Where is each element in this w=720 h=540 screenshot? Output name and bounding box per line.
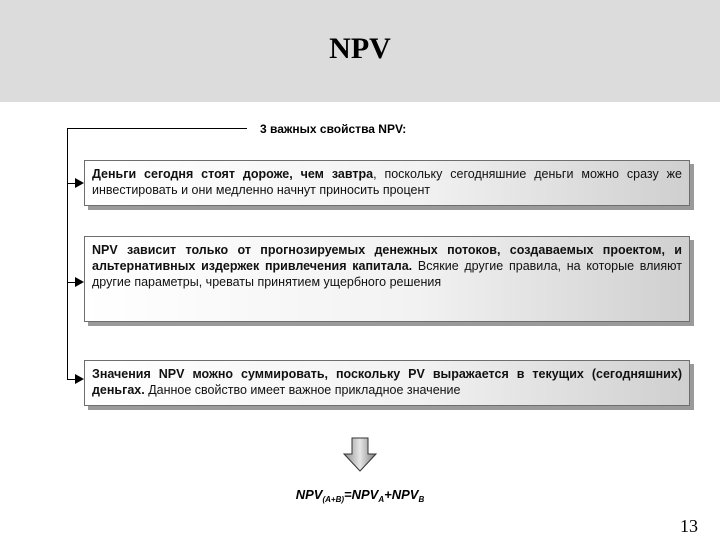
property-2-text: Всякие другие правила, на которые влияют другие параметры, чреваты принятием ущербного решения: [92, 259, 682, 289]
formula-lhs-subscript: (A+B): [322, 495, 345, 504]
formula-term-a: NPV: [351, 487, 379, 502]
property-1-bold-text: Деньги сегодня стоят дороже, чем завтра: [92, 167, 374, 181]
page-number: 13: [680, 516, 698, 536]
property-1-text: , поскольку сегодняшние деньги можно сразу же инвестировать и они медленно начнут приносить процент: [92, 167, 682, 197]
connector-vertical-line: [67, 128, 68, 380]
property-box-1: [84, 160, 690, 206]
formula-equals: =: [344, 487, 352, 502]
properties-heading: 3 важных свойства NPV:: [260, 122, 407, 136]
npv-formula: [0, 487, 720, 504]
connector-branch-3: [67, 379, 75, 380]
connector-branch-2: [67, 282, 75, 283]
property-box-2: [84, 236, 690, 322]
connector-top-line: [67, 128, 247, 129]
formula-lhs: NPV: [295, 487, 323, 502]
property-3-bold-text: Значения NPV можно суммировать, поскольку PV выражается в текущих (сегодняшних) деньгах.: [92, 367, 682, 397]
connector-arrow-2: [75, 277, 84, 287]
property-2-bold-text: NPV зависит только от прогнозируемых денежных потоков, создаваемых проектом, и альтернативных издержек привлечения капитала.: [92, 243, 682, 273]
property-3-text: Данное свойство имеет важное прикладное значение: [144, 383, 461, 397]
connector-arrow-3: [75, 374, 84, 384]
formula-plus: +: [384, 487, 392, 502]
down-arrow-icon: [342, 437, 378, 473]
slide-title: NPV: [329, 32, 391, 65]
formula-term-b: NPV: [391, 487, 419, 502]
formula-term-a-subscript: A: [378, 495, 385, 504]
property-box-3: [84, 360, 690, 406]
connector-branch-1: [67, 183, 75, 184]
formula-term-b-subscript: B: [418, 495, 425, 504]
connector-arrow-1: [75, 178, 84, 188]
